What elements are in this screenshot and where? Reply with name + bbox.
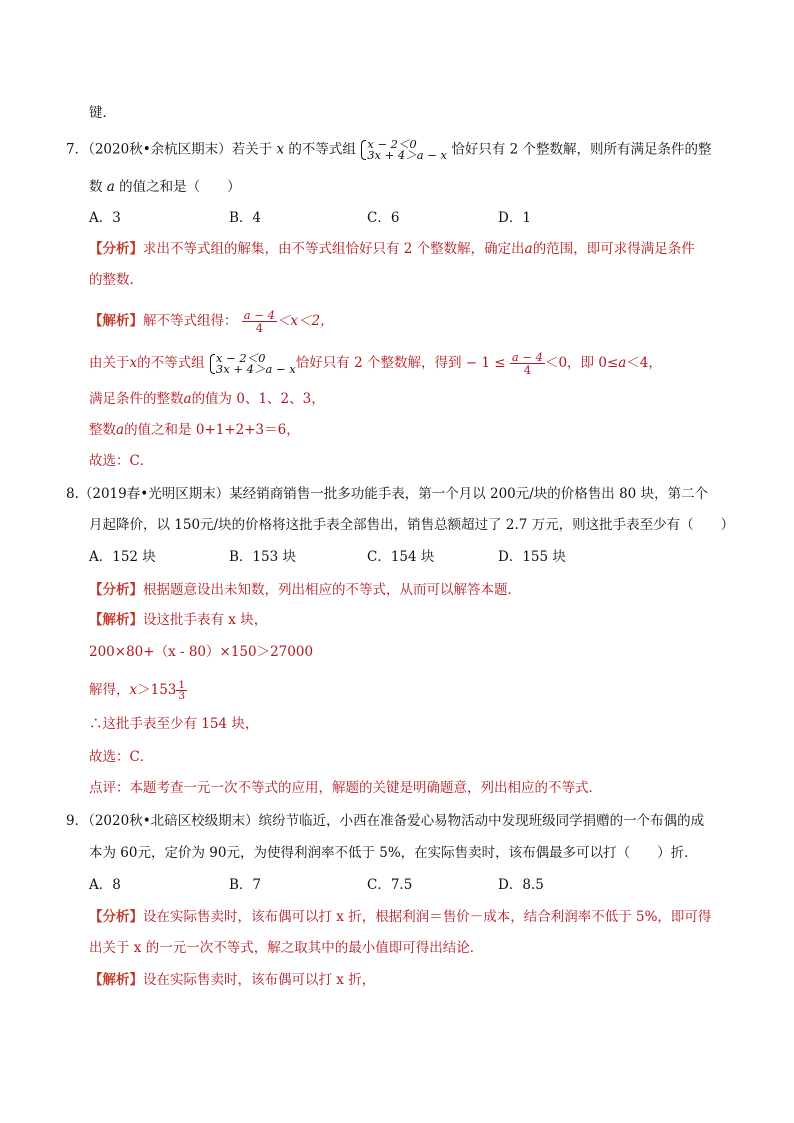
- a7-analysis-cont: 的整数.: [89, 272, 134, 288]
- a7-analysis: [89, 240, 695, 258]
- q9-option-d: D．8.5: [498, 877, 544, 893]
- a7-frac2-den: 4: [523, 363, 532, 377]
- a8-comment: 点评：本题考查一元一次不等式的应用，解题的关键是明确题意，列出相应的不等式．: [89, 780, 602, 796]
- q7-mid: 的不等式组: [288, 141, 356, 158]
- a7-l3b: a: [183, 391, 192, 407]
- a8-frac-den: 3: [178, 690, 186, 702]
- a8-answer: 故选：C．: [89, 749, 154, 765]
- a9-analysis: [89, 908, 711, 926]
- a8-fraction: [176, 680, 187, 701]
- a7-analysis-text1: 求出不等式组的解集，由不等式组恰好只有 2 个整数解，确定出: [143, 241, 525, 257]
- a7-l2a: 由关于: [89, 355, 130, 371]
- a7-fraction-2: [510, 351, 545, 376]
- a8-result-gt: ＞153: [137, 682, 177, 698]
- a8-solution-line1: [89, 611, 267, 629]
- question-9-line1: 9．（2020秋•北碚区校级期末）缤纷节临近，小西在准备爱心易物活动中发现班级同学捐赠的一个布偶的成: [66, 813, 705, 829]
- a7-l4b: a: [116, 422, 125, 438]
- q8-option-d: D．155 块: [498, 549, 566, 565]
- a9-sol-text1: 设在实际售卖时，该布偶可以打 x 折，: [143, 972, 376, 988]
- question-8-line2: 月起降价，以 150元/块的价格将这批手表全部售出，销售总额超过了 2.7 万元，则这批手表至少有（ ）: [89, 517, 735, 533]
- a8-conclusion: ∴这批手表至少有 154 块，: [89, 716, 259, 732]
- a7-fraction: [242, 309, 277, 334]
- q7-option-a: A．3: [89, 210, 121, 226]
- q8-option-a: A．152 块: [89, 549, 156, 565]
- q9-option-b: B．7: [229, 877, 262, 893]
- solution-tag: 【解析】: [89, 612, 143, 628]
- a7-sys-line2: 3x + 4＞a − x: [215, 361, 296, 376]
- a8-sol-text1: 设这批手表有 x 块，: [143, 612, 268, 628]
- question-7-stem-cont: [89, 178, 241, 196]
- a7-l3c: 的值为 0、1、2、3，: [191, 391, 325, 407]
- a7-l3a: 满足条件的整数: [89, 391, 184, 407]
- q8-option-c: C．154 块: [367, 549, 435, 565]
- a7-frac-num: a − 4: [243, 308, 275, 322]
- continuation-text: 键．: [89, 105, 116, 121]
- a7-frac-den: 4: [255, 321, 264, 335]
- q7-cont-post: 的值之和是（ ）: [119, 179, 241, 195]
- a7-l2b: x: [129, 355, 138, 371]
- q7-option-d: D．1: [498, 210, 531, 226]
- q7-inequality-system: [360, 139, 447, 161]
- q7-option-c: C．6: [367, 210, 400, 226]
- question-8-line1: 8.（2019春•光明区期末）某经销商销售一批多功能手表，第一个月以 200元/块的价格售出 80 块，第二个: [66, 486, 709, 502]
- a7-solution-line1: [89, 309, 334, 334]
- a8-analysis-text: 根据题意设出未知数，列出相应的不等式，从而可以解答本题．: [143, 582, 521, 598]
- a7-l2c: 的不等式组: [137, 355, 205, 371]
- a7-sys-line1: x − 2＜0: [215, 350, 266, 365]
- a7-solution-line3: [89, 390, 325, 408]
- a9-analysis-text1: 设在实际售卖时，该布偶可以打 x 折，根据利润＝售价－成本，结合利润率不低于 5%，即可得: [143, 909, 712, 925]
- analysis-tag: 【分析】: [89, 241, 143, 257]
- solution-tag: 【解析】: [89, 972, 143, 988]
- q7-sys-line2: 3x + 4＞a − x: [367, 148, 448, 162]
- a9-analysis-cont: 出关于 x 的一元一次不等式，解之取其中的最小值即可得出结论．: [89, 940, 484, 956]
- q7-post: 恰好只有 2 个整数解，则所有满足条件的整: [451, 141, 712, 158]
- a8-equation: 200×80+（x - 80）×150＞27000: [89, 644, 314, 660]
- a8-result-x: x: [129, 682, 138, 698]
- q7-prefix: 7．（2020秋•余杭区期末）若关于: [66, 141, 273, 158]
- a7-analysis-var: a: [524, 241, 533, 257]
- a8-analysis: [89, 581, 521, 599]
- a7-answer: 故选：C．: [89, 453, 154, 469]
- a7-l2d: 恰好只有 2 个整数解，得到 − 1 ≤: [295, 355, 506, 371]
- a7-l4c: 的值之和是 0+1+2+3＝6，: [124, 422, 300, 438]
- question-9-line2: 本为 60元，定价为 90元，为使得利润率不低于 5%，在实际售卖时，该布偶最多可以打（ ）折．: [89, 845, 698, 861]
- a7-frac2-num: a − 4: [511, 350, 543, 364]
- q8-option-b: B．153 块: [229, 549, 296, 565]
- a8-result-pre: 解得，: [89, 682, 130, 698]
- a7-inequality-system: [209, 350, 296, 376]
- a7-l4a: 整数: [89, 422, 116, 438]
- a7-sol-text1b: ＜x＜2，: [276, 313, 334, 329]
- a7-analysis-text2: 的范围，即可求得满足条件: [532, 241, 695, 257]
- a7-l2f: a: [618, 355, 627, 371]
- q9-option-a: A．8: [89, 877, 121, 893]
- q7-cont-pre: 数: [89, 179, 103, 195]
- a7-l2g: ＜4，: [626, 355, 662, 371]
- solution-tag: 【解析】: [89, 313, 143, 329]
- a7-sol-text1: 解不等式组得：: [143, 313, 238, 329]
- a7-l2e: ＜0，即 0≤: [544, 355, 619, 371]
- q7-cont-var: a: [106, 179, 115, 195]
- a8-result: [89, 680, 187, 701]
- q7-option-b: B．4: [229, 210, 262, 226]
- q7-sys-line1: x − 2＜0: [367, 137, 417, 151]
- a7-solution-line2: [89, 351, 662, 376]
- a9-solution-line1: [89, 971, 375, 989]
- question-7-stem: [66, 139, 712, 161]
- analysis-tag: 【分析】: [89, 582, 143, 598]
- analysis-tag: 【分析】: [89, 909, 143, 925]
- a7-solution-line4: [89, 421, 300, 439]
- q9-option-c: C．7.5: [367, 877, 413, 893]
- q7-variable: x: [276, 141, 285, 158]
- a8-frac-num: 1: [178, 679, 186, 691]
